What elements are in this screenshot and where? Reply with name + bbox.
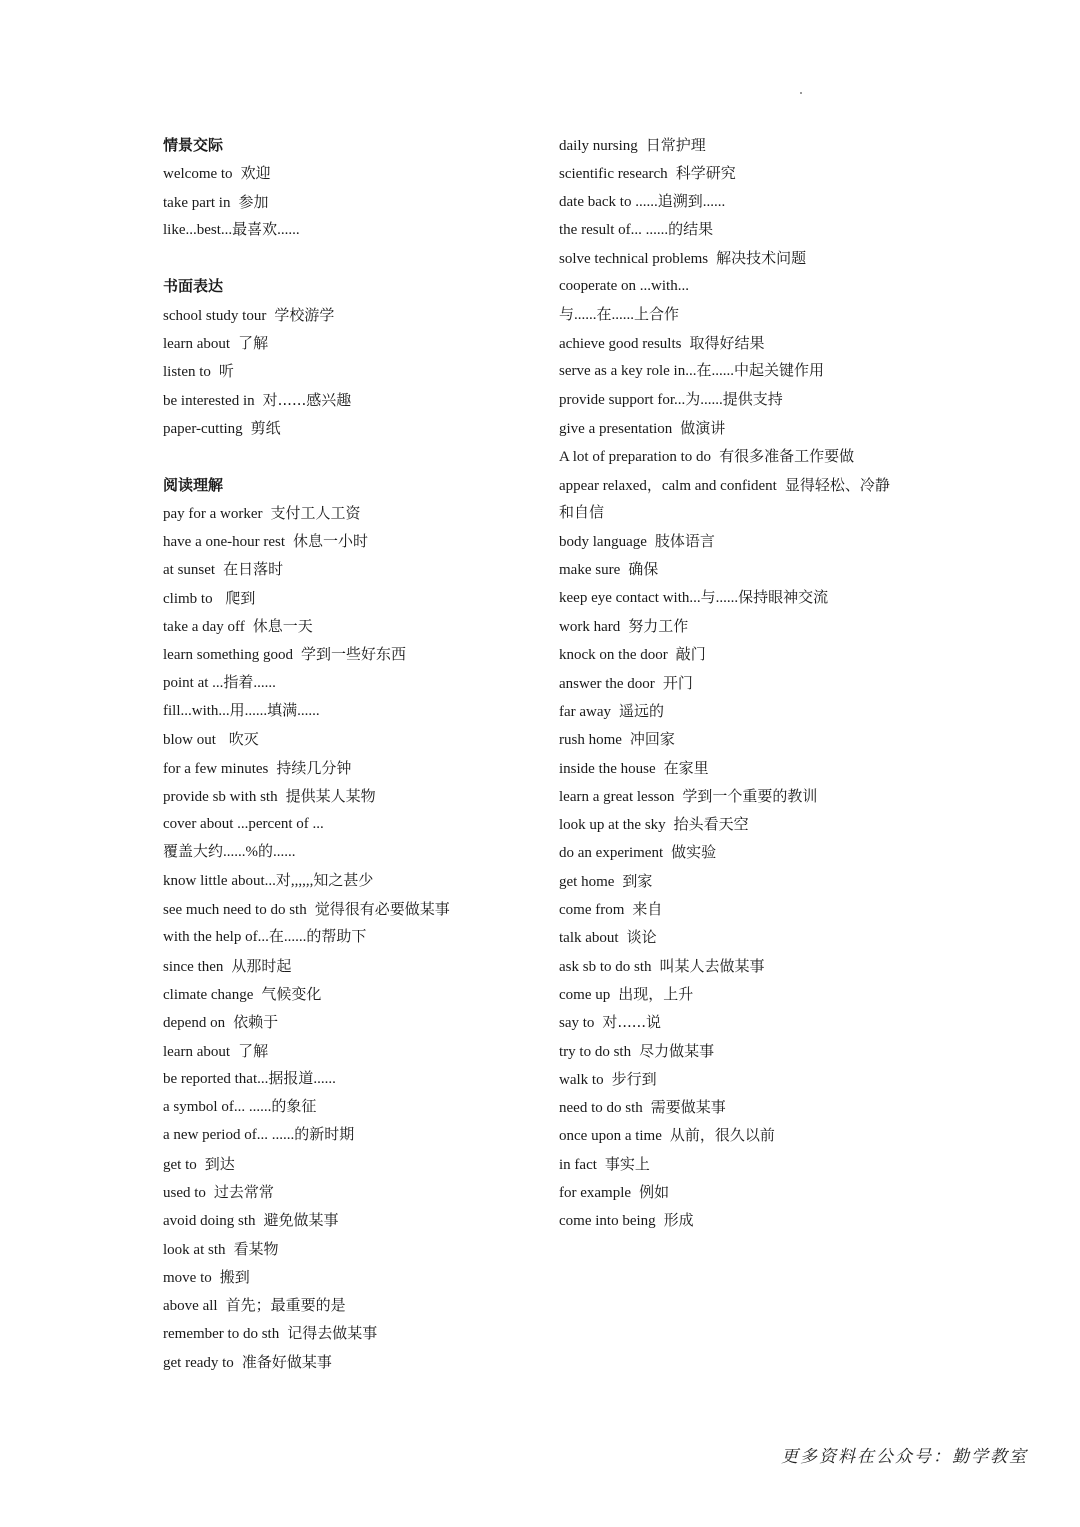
phrase-entry — [559, 188, 939, 216]
phrase-entry — [163, 216, 543, 244]
phrase-english: a symbol of... ......的象征 — [163, 1099, 317, 1116]
phrase-chinese: 有很多准备工作要做 — [719, 447, 855, 466]
phrase-english: blow out — [163, 732, 216, 749]
phrase-english: listen to — [163, 364, 211, 381]
phrase-english: get ready to — [163, 1354, 234, 1371]
phrase-english: used to — [163, 1184, 206, 1201]
phrase-entry — [163, 669, 543, 697]
phrase-chinese: 来自 — [632, 900, 663, 919]
phrase-chinese: 听 — [218, 362, 234, 381]
phrase-english: 覆盖大约......%的...... — [163, 844, 296, 861]
phrase-chinese: 从前，很久以前 — [669, 1126, 775, 1145]
phrase-entry — [559, 895, 939, 923]
phrase-entry — [163, 555, 543, 583]
phrase-english: above all — [163, 1298, 218, 1315]
phrase-entry — [559, 414, 939, 442]
phrase-entry — [163, 980, 543, 1008]
phrase-english: depend on — [163, 1015, 226, 1032]
phrase-english: try to do sth — [559, 1043, 632, 1060]
phrase-chinese: 叫某人去做某事 — [659, 956, 765, 975]
footer-note: 更多资料在公众号：勤学教室 — [781, 1447, 1028, 1467]
phrase-english: have a one-hour rest — [163, 534, 286, 551]
phrase-chinese: 冲回家 — [629, 730, 675, 749]
phrase-chinese: 参加 — [238, 192, 269, 211]
phrase-chinese: 到家 — [622, 871, 653, 890]
phrase-english: daily nursing — [559, 138, 638, 154]
phrase-chinese: 确保 — [628, 560, 659, 579]
phrase-entry — [559, 1065, 939, 1093]
phrase-english: do an experiment — [559, 845, 664, 862]
phrase-chinese: 形成 — [663, 1211, 694, 1230]
phrase-entry — [163, 386, 543, 414]
phrase-entry — [559, 555, 939, 583]
phrase-entry — [559, 952, 939, 980]
phrase-entry — [163, 357, 543, 385]
phrase-english: keep eye contact with...与......保持眼神交流 — [559, 589, 829, 606]
phrase-english: with the help of...在......的帮助下 — [163, 929, 367, 946]
phrase-chinese: 持续几分钟 — [276, 758, 352, 777]
phrase-english: body language — [559, 534, 647, 551]
phrase-entry — [163, 923, 543, 951]
phrase-english: cover about ...percent of ... — [163, 816, 324, 833]
phrase-entry — [163, 895, 543, 923]
phrase-entry — [559, 867, 939, 895]
phrase-english: appear relaxed，calm and confident — [559, 477, 777, 494]
phrase-chinese: 出现，上升 — [618, 984, 694, 1003]
phrase-chinese: 准备好做某事 — [241, 1352, 332, 1371]
phrase-chinese: 休息一天 — [252, 617, 313, 636]
phrase-english: provide sb with sth — [163, 788, 278, 805]
phrase-english: 与......在......上合作 — [559, 306, 680, 323]
phrase-entry — [559, 131, 939, 159]
phrase-entry — [559, 754, 939, 782]
phrase-english: paper-cutting — [163, 420, 243, 437]
phrase-english: see much need to do sth — [163, 902, 307, 919]
phrase-entry — [163, 499, 543, 527]
phrase-entry — [559, 1178, 939, 1206]
phrase-english: knock on the door — [559, 647, 668, 664]
phrase-chinese: 避免做某事 — [263, 1211, 339, 1230]
phrase-english: inside the house — [559, 760, 656, 777]
phrase-chinese: 过去常常 — [213, 1182, 274, 1201]
phrase-english: remember to do sth — [163, 1326, 280, 1343]
phrase-entry — [559, 980, 939, 1008]
phrase-chinese: 在家里 — [663, 758, 709, 777]
section-gap — [163, 244, 543, 272]
phrase-chinese: 步行到 — [611, 1069, 657, 1088]
phrase-entry — [163, 1206, 543, 1234]
phrase-chinese: 支付工人工资 — [270, 503, 361, 522]
phrase-entry — [559, 1093, 939, 1121]
phrase-english: for example — [559, 1184, 632, 1201]
phrase-entry — [559, 1150, 939, 1178]
phrase-entry — [163, 1037, 543, 1065]
phrase-chinese: 日常护理 — [645, 136, 706, 154]
phrase-entry — [559, 527, 939, 555]
phrase-chinese: 记得去做某事 — [287, 1324, 378, 1343]
phrase-entry — [163, 1319, 543, 1347]
phrase-english: walk to — [559, 1071, 604, 1088]
phrase-chinese: 做演讲 — [680, 418, 726, 437]
phrase-chinese: 休息一小时 — [293, 532, 369, 551]
phrase-entry — [559, 612, 939, 640]
phrase-english: know little about...对,,,,,,知之甚少 — [163, 872, 374, 889]
phrase-entry — [163, 329, 543, 357]
phrase-chinese: 事实上 — [604, 1154, 650, 1173]
phrase-chinese: 在日落时 — [223, 560, 284, 579]
phrase-entry — [559, 357, 939, 385]
phrase-entry — [559, 838, 939, 866]
phrase-chinese: 吹灭 — [223, 730, 259, 749]
phrase-chinese: 到达 — [204, 1154, 235, 1173]
phrase-english: come from — [559, 902, 625, 919]
phrase-entry — [559, 1121, 939, 1149]
phrase-english: be reported that...据报道...... — [163, 1070, 336, 1087]
phrase-english: take a day off — [163, 619, 245, 636]
phrase-chinese: 做实验 — [671, 843, 717, 862]
phrase-entry — [163, 1263, 543, 1291]
phrase-entry — [559, 159, 939, 187]
phrase-english: school study tour — [163, 307, 267, 324]
phrase-entry — [163, 584, 543, 612]
phrase-entry — [559, 499, 939, 527]
phrase-english: look up at the sky — [559, 817, 666, 834]
phrase-entry — [163, 1093, 543, 1121]
phrase-chinese: 需要做某事 — [650, 1098, 726, 1117]
phrase-english: fill...with...用......填满...... — [163, 702, 320, 719]
phrase-chinese: 学到一些好东西 — [300, 645, 406, 664]
right-column — [559, 131, 939, 1235]
phrase-entry — [559, 640, 939, 668]
phrase-chinese: 肢体语言 — [654, 532, 715, 551]
phrase-english: far away — [559, 703, 612, 720]
phrase-chinese: 抬头看天空 — [673, 815, 749, 834]
phrase-english: need to do sth — [559, 1100, 643, 1117]
phrase-english: at sunset — [163, 562, 216, 579]
phrase-entry — [559, 1008, 939, 1036]
phrase-entry — [559, 216, 939, 244]
phrase-english: get to — [163, 1156, 197, 1173]
phrase-english: cooperate on ...with... — [559, 278, 689, 295]
phrase-chinese: 依赖于 — [233, 1013, 279, 1032]
phrase-english: achieve good results — [559, 336, 682, 353]
phrase-chinese: 解决技术问题 — [716, 249, 807, 268]
phrase-entry — [559, 923, 939, 951]
phrase-english: learn about — [163, 1043, 231, 1060]
phrase-english: climb to — [163, 590, 213, 607]
phrase-entry — [163, 867, 543, 895]
phrase-entry — [559, 301, 939, 329]
phrase-entry — [163, 414, 543, 442]
phrase-chinese: 敲门 — [675, 645, 706, 664]
phrase-english: pay for a worker — [163, 505, 263, 522]
phrase-entry — [559, 782, 939, 810]
phrase-entry — [163, 159, 543, 187]
phrase-chinese: 尽力做某事 — [639, 1041, 715, 1060]
phrase-chinese: 气候变化 — [261, 984, 322, 1003]
phrase-english: for a few minutes — [163, 760, 269, 777]
phrase-english: ask sb to do sth — [559, 958, 652, 975]
phrase-english: solve technical problems — [559, 251, 709, 268]
phrase-entry — [559, 442, 939, 470]
phrase-entry — [559, 584, 939, 612]
phrase-chinese: 努力工作 — [628, 617, 689, 636]
phrase-english: get home — [559, 873, 615, 890]
phrase-english: like...best...最喜欢...... — [163, 221, 300, 238]
phrase-entry — [163, 1348, 543, 1376]
phrase-english: come up — [559, 986, 611, 1003]
phrase-english: date back to ......追溯到...... — [559, 193, 726, 210]
phrase-entry — [163, 612, 543, 640]
phrase-chinese: 例如 — [639, 1182, 670, 1201]
phrase-english: talk about — [559, 930, 619, 947]
phrase-entry — [559, 1206, 939, 1234]
phrase-chinese: 首先；最重要的是 — [225, 1296, 346, 1315]
phrase-english: rush home — [559, 732, 622, 749]
phrase-entry — [163, 952, 543, 980]
phrase-entry — [559, 1037, 939, 1065]
phrase-entry — [163, 697, 543, 725]
phrase-chinese: 剪纸 — [250, 418, 281, 437]
phrase-english: move to — [163, 1269, 212, 1286]
phrase-english: learn something good — [163, 647, 293, 664]
phrase-english: come into being — [559, 1213, 656, 1230]
phrase-english: serve as a key role in...在......中起关键作用 — [559, 363, 824, 380]
phrase-entry — [163, 188, 543, 216]
phrase-english: answer the door — [559, 675, 655, 692]
left-column — [163, 131, 543, 1376]
phrase-english: be interested in — [163, 392, 255, 409]
phrase-entry — [163, 1121, 543, 1149]
phrase-chinese: 取得好结果 — [689, 334, 765, 353]
phrase-chinese: 显得轻松、冷静 — [784, 475, 890, 494]
phrase-entry — [559, 386, 939, 414]
phrase-chinese: 遥远的 — [619, 701, 665, 720]
phrase-entry — [559, 725, 939, 753]
phrase-entry — [559, 697, 939, 725]
phrase-entry — [163, 725, 543, 753]
phrase-entry — [163, 1065, 543, 1093]
phrase-english: work hard — [559, 619, 621, 636]
phrase-chinese: 了解 — [238, 1041, 269, 1060]
phrase-english: 和自信 — [559, 504, 605, 521]
section-heading: 情景交际 — [163, 136, 224, 154]
phrase-english: since then — [163, 958, 224, 975]
phrase-chinese: 提供某人某物 — [285, 786, 376, 805]
phrase-english: A lot of preparation to do — [559, 449, 712, 466]
phrase-entry — [559, 329, 939, 357]
phrase-entry — [559, 669, 939, 697]
phrase-entry — [163, 1178, 543, 1206]
phrase-chinese: 科学研究 — [675, 164, 736, 183]
phrase-entry — [163, 527, 543, 555]
phrase-chinese: 学到一个重要的教训 — [682, 786, 818, 805]
phrase-english: once upon a time — [559, 1128, 662, 1145]
phrase-english: learn a great lesson — [559, 788, 675, 805]
phrase-chinese: 了解 — [238, 334, 269, 353]
phrase-entry — [163, 754, 543, 782]
section-heading: 阅读理解 — [163, 475, 224, 494]
phrase-english: avoid doing sth — [163, 1213, 256, 1230]
phrase-english: learn about — [163, 336, 231, 353]
section-gap — [163, 442, 543, 470]
phrase-english: a new period of... ......的新时期 — [163, 1127, 355, 1144]
phrase-entry — [163, 1150, 543, 1178]
section-heading: 书面表达 — [163, 277, 224, 296]
phrase-chinese: 对......说 — [602, 1013, 662, 1032]
phrase-chinese: 开门 — [662, 673, 693, 692]
phrase-chinese: 觉得很有必要做某事 — [314, 900, 450, 919]
phrase-entry — [163, 782, 543, 810]
phrase-chinese: 学校游学 — [274, 305, 335, 324]
phrase-chinese: 看某物 — [233, 1239, 279, 1258]
phrase-english: look at sth — [163, 1241, 226, 1258]
phrase-entry — [559, 272, 939, 300]
phrase-entry — [163, 1235, 543, 1263]
phrase-entry — [163, 838, 543, 866]
phrase-english: give a presentation — [559, 420, 673, 437]
scan-speck — [800, 92, 802, 94]
phrase-english: take part in — [163, 194, 231, 211]
phrase-entry — [163, 1008, 543, 1036]
phrase-english: the result of... ......的结果 — [559, 221, 714, 238]
phrase-entry — [163, 1291, 543, 1319]
phrase-entry — [163, 640, 543, 668]
phrase-chinese: 从那时起 — [231, 956, 292, 975]
phrase-english: point at ...指着...... — [163, 674, 276, 691]
phrase-chinese: 爬到 — [220, 588, 256, 607]
phrase-english: climate change — [163, 986, 254, 1003]
phrase-chinese: 谈论 — [626, 928, 657, 947]
phrase-entry — [559, 471, 939, 499]
phrase-chinese: 欢迎 — [240, 164, 271, 183]
phrase-english: provide support for...为......提供支持 — [559, 391, 783, 408]
phrase-entry — [163, 301, 543, 329]
phrase-chinese: 对......感兴趣 — [262, 390, 352, 409]
phrase-english: scientific research — [559, 166, 668, 183]
phrase-entry — [559, 244, 939, 272]
phrase-english: in fact — [559, 1156, 597, 1173]
phrase-entry — [163, 810, 543, 838]
phrase-entry — [559, 810, 939, 838]
phrase-chinese: 搬到 — [219, 1267, 250, 1286]
phrase-english: say to — [559, 1015, 595, 1032]
phrase-english: welcome to — [163, 166, 233, 183]
phrase-english: make sure — [559, 562, 621, 579]
